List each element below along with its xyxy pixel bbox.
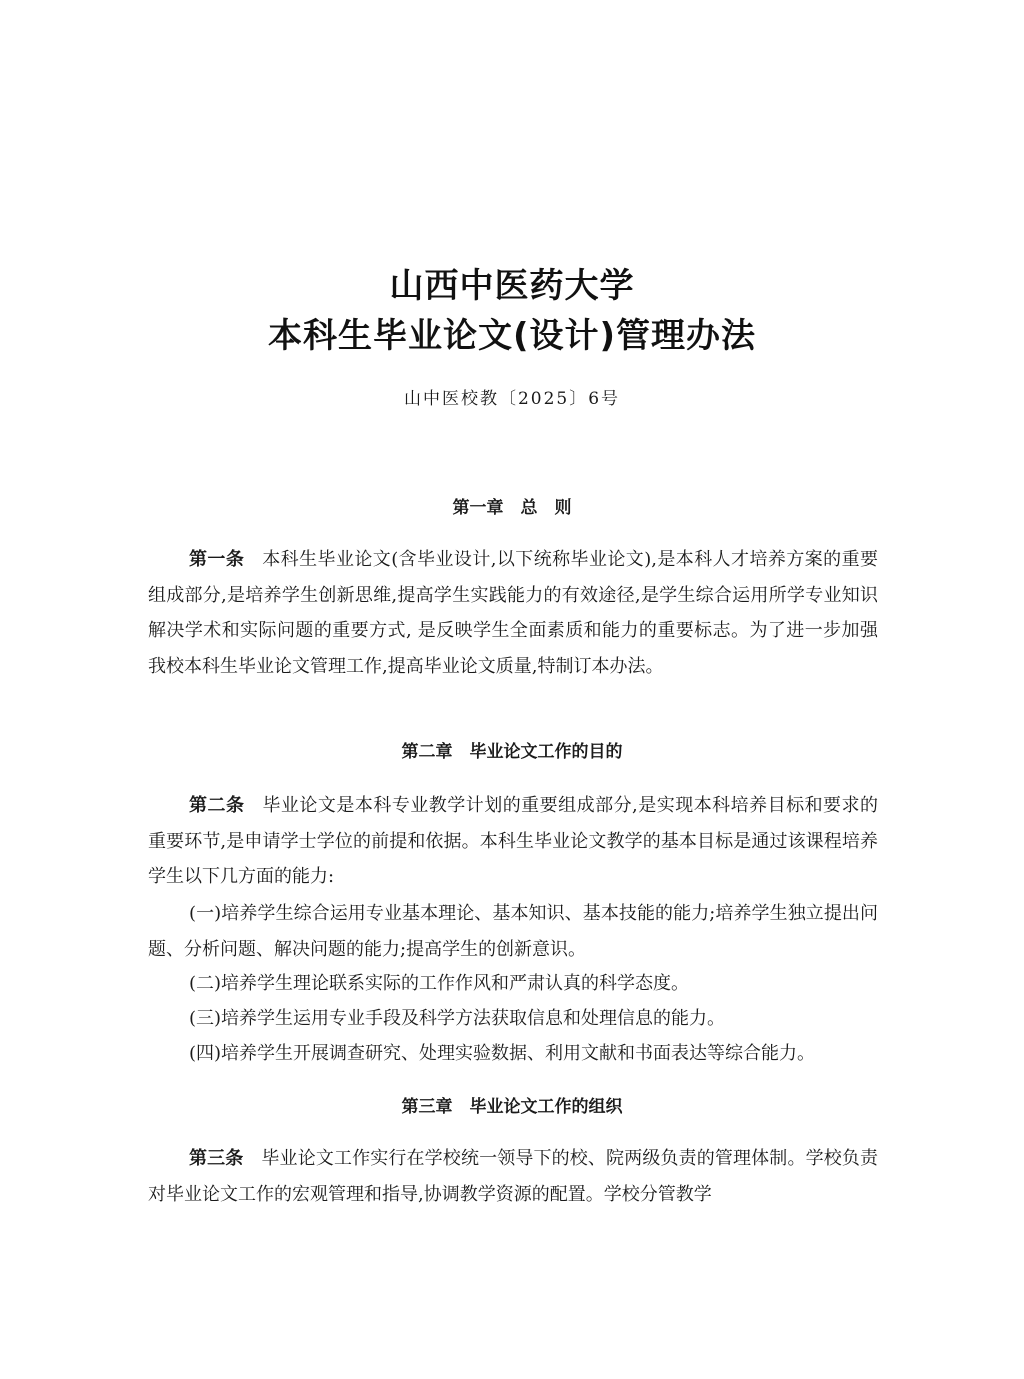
- article-1: [148, 542, 878, 684]
- article-1-label: 第一条: [189, 549, 245, 570]
- list-item-2: (二)培养学生理论联系实际的工作作风和严肃认真的科学态度。: [189, 973, 690, 994]
- list-item-4: (四)培养学生开展调查研究、处理实验数据、利用文献和书面表达等综合能力。: [189, 1043, 816, 1064]
- article-3: [148, 1141, 878, 1212]
- document-title-line2: 本科生毕业论文(设计)管理办法: [267, 316, 757, 356]
- article-2-text: 毕业论文是本科专业教学计划的重要组成部分,是实现本科培养目标和要求的重要环节,是申请学士学位的前提和依据。本科生毕业论文教学的基本目标是通过该课程培养学生以下几方面的能力:: [148, 795, 879, 887]
- chapter-heading-1: 第一章 总 则: [452, 498, 572, 518]
- chapter-heading-2: 第二章 毕业论文工作的目的: [401, 742, 623, 762]
- article-2: [148, 788, 878, 895]
- article-1-text: 本科生毕业论文(含毕业设计,以下统称毕业论文),是本科人才培养方案的重要组成部分,是培养学生创新思维,提高学生实践能力的有效途径,是学生综合运用所学专业知识解决学术和实际问题的重要方式, 是反映学生全面素质和能力的重要标志。为了进一步加强我校本科生毕业论文管理工作,提高毕业论文质量,特制订本办法。: [148, 549, 878, 677]
- article-3-text: 毕业论文工作实行在学校统一领导下的校、院两级负责的管理体制。学校负责对毕业论文工作的宏观管理和指导,协调教学资源的配置。学校分管教学: [148, 1148, 879, 1205]
- article-3-label: 第三条: [189, 1148, 244, 1169]
- document-number: 山中医校教〔2025〕6号: [403, 389, 621, 409]
- list-item-1: (一)培养学生综合运用专业基本理论、基本知识、基本技能的能力;培养学生独立提出问题、分析问题、解决问题的能力;提高学生的创新意识。: [148, 903, 878, 960]
- list-item-3: (三)培养学生运用专业手段及科学方法获取信息和处理信息的能力。: [189, 1008, 726, 1029]
- chapter-heading-3: 第三章 毕业论文工作的组织: [401, 1097, 623, 1117]
- article-2-label: 第二条: [189, 795, 245, 816]
- document-title-line1: 山西中医药大学: [389, 266, 635, 306]
